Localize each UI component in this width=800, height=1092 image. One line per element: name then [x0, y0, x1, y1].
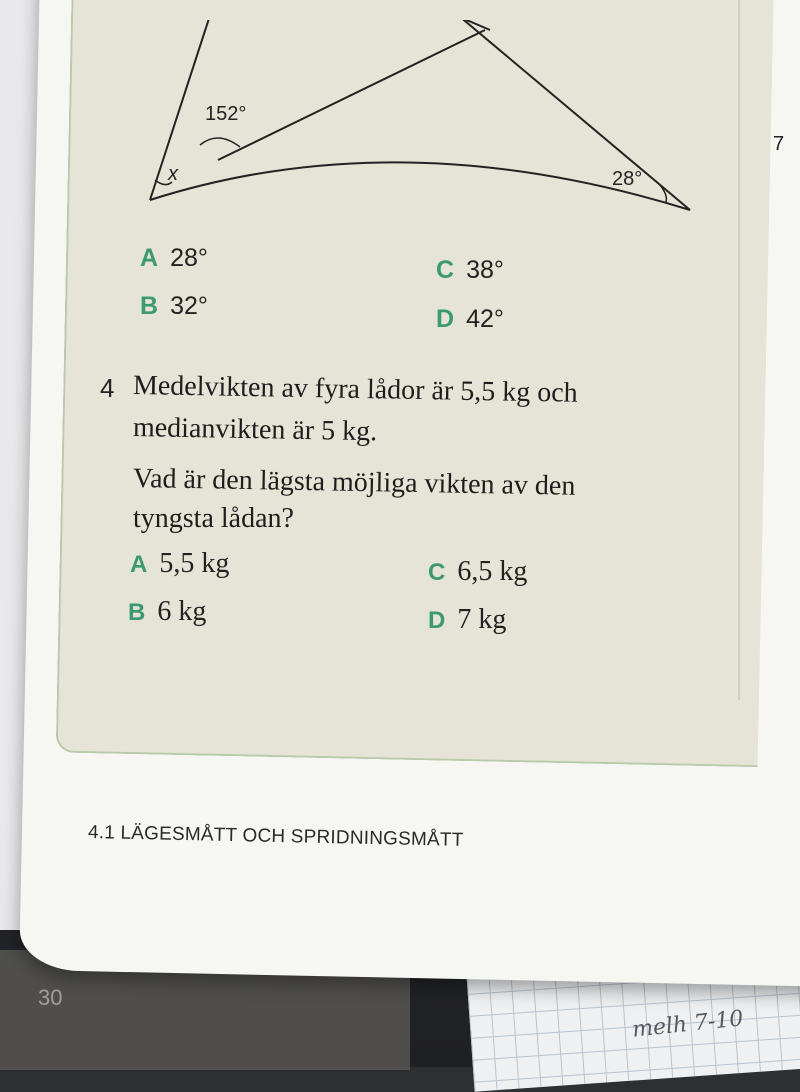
q3-option-c[interactable] — [436, 256, 504, 285]
question-number: 4 — [100, 373, 115, 403]
q4-option-c[interactable] — [428, 556, 527, 588]
option-letter: D — [428, 607, 446, 634]
ruler-mark: 30 — [38, 985, 63, 1010]
question-text-line-2: medianvikten är 5 kg. — [132, 412, 378, 448]
q4-option-b[interactable] — [128, 596, 206, 628]
option-letter: A — [140, 244, 159, 272]
option-letter: B — [128, 599, 146, 626]
option-text: 7 kg — [457, 604, 507, 635]
angle-28-label: 28° — [612, 168, 643, 190]
page-number: 7 — [773, 133, 785, 155]
angle-x-label: x — [168, 163, 178, 185]
option-text: 42° — [466, 305, 504, 333]
option-text: 6,5 kg — [457, 556, 528, 587]
q4-option-a[interactable] — [130, 548, 229, 580]
question-text-line-3: Vad är den lägsta möjliga vikten av den — [132, 463, 576, 502]
q3-option-d[interactable] — [436, 305, 504, 334]
angle-152-label: 152° — [205, 103, 247, 125]
q3-option-a[interactable] — [140, 244, 208, 273]
option-text: 5,5 kg — [159, 548, 230, 579]
q3-option-b[interactable] — [140, 292, 208, 321]
option-text: 6 kg — [157, 596, 207, 627]
option-letter: C — [436, 256, 455, 284]
handwritten-note: melh 7-10 — [630, 1006, 745, 1043]
option-letter: B — [140, 292, 159, 320]
q4-option-d[interactable] — [428, 604, 506, 636]
option-text: 28° — [170, 244, 208, 272]
question-text-line-1: Medelvikten av fyra lådor är 5,5 kg och — [132, 370, 578, 409]
option-letter: D — [436, 305, 455, 333]
option-letter: A — [130, 551, 148, 578]
margin-line — [738, 0, 740, 700]
question-text-line-4: tyngsta lådan? — [133, 503, 294, 534]
option-letter: C — [428, 559, 446, 586]
option-text: 32° — [170, 292, 208, 320]
option-text: 38° — [466, 256, 504, 284]
section-footer: 4.1 LÄGESMÅTT OCH SPRIDNINGSMÅTT — [87, 822, 464, 851]
triangle-figure — [100, 20, 700, 220]
